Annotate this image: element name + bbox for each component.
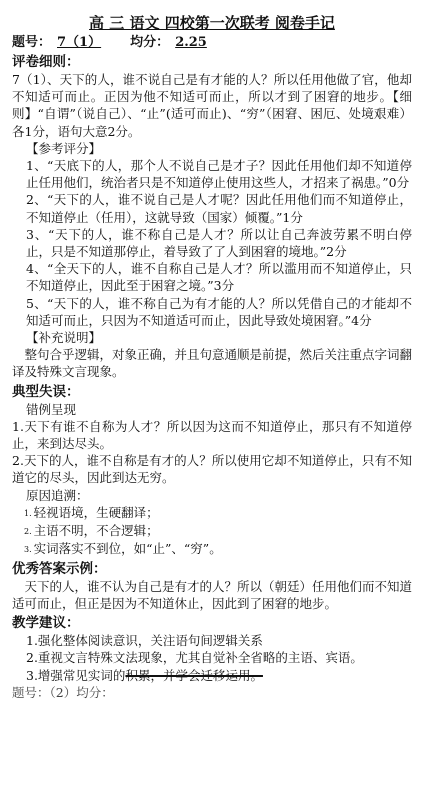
cutoff-line: 题号：（2）均分： xyxy=(12,684,114,700)
average-value: 2.25 xyxy=(175,35,207,50)
reference-item: 4、“全天下的人，谁不自称自己是人才？所以滥用而不知道停止，只不知道停止，因此至于困窘之境。”3分 xyxy=(26,261,412,294)
cause-item: 3. 实词落实不到位，如“止”、“穷”。 xyxy=(24,540,222,556)
supplement-heading: 【补充说明】 xyxy=(26,330,102,346)
question-label: 题号： xyxy=(12,35,52,50)
page-title: 高 三 语文 四校第一次联考 阅卷手记 xyxy=(89,14,335,32)
suggestion-item: 1.强化整体阅读意识，关注语句间逻辑关系 xyxy=(26,633,263,649)
cause-item: 2. 主语不明，不合逻辑； xyxy=(24,522,159,538)
meta-row xyxy=(12,34,412,51)
scoring-detail-text: 7（1）、天下的人，谁不说自己是有才能的人？所以任用他做了官，他却不知适可而止。正因为他不知适可而止，所以才到了困窘的地步。【细则】“自谓”（说自己）、“止”(适可而止)、“穷”（困窘、困厄、处境艰难）各1分，语句大意2分。 xyxy=(12,72,412,139)
suggestion-item: 3.增强常见实词的积累，并学会迁移运用。 xyxy=(26,667,263,683)
reference-item: 1、“天底下的人，那个人不说自己是才子？因此任用他们却不知道停止任用他们，统治者只是不知道停止使用这些人，才招来了祸患。”0分 xyxy=(26,158,412,191)
cause-item: 1. 轻视语境，生硬翻译； xyxy=(24,504,159,520)
reference-item: 3、“天下的人，谁不称自己是人才？所以让自己奔波劳累不明白停止，只是不知道那停止，着导致了了人到困窘的境地。”2分 xyxy=(26,226,412,260)
error-example: 2.天下的人，谁不自称是有才的人？所以使用它却不知道停止，只有不知道它的尽头，因此到达无穷。 xyxy=(12,453,412,486)
suggestions-heading: 教学建议： xyxy=(12,615,80,632)
reference-item: 5、“天下的人，谁不称自己为有才能的人？所以凭借自己的才能却不知适可而止，只因为不知道适可而止，因此导致处境困窘。”4分 xyxy=(26,295,412,328)
excellent-text: 天下的人，谁不认为自己是有才的人？所以（朝廷）任用他们而不知道适可而止，但正是因为不知道休止，因此到了困窘的地步。 xyxy=(12,578,413,612)
reference-item: 2、“天下的人，谁不说自己是人才呢？因此任用他们而不知道停止，不知道停止（任用），这就导致（国家）倾覆。”1分 xyxy=(26,192,412,225)
error-examples-label: 错例呈现 xyxy=(26,401,77,417)
struck-text: 积累，并学会迁移运用。 xyxy=(125,667,263,683)
error-example: 1.天下有谁不自称为人才？所以因为这而不知道停止，那只有不知道停止，来到达尽头。 xyxy=(12,418,412,452)
question-value: 7（1） xyxy=(57,35,102,50)
typical-errors-heading: 典型失误： xyxy=(12,383,80,400)
suggestion-item: 2.重视文言特殊文法现象，尤其自觉补全省略的主语、宾语。 xyxy=(26,650,363,666)
average-label: 均分： xyxy=(130,35,170,50)
scoring-detail-heading: 评卷细则： xyxy=(12,54,80,70)
causes-label: 原因追溯： xyxy=(26,487,89,503)
supplement-text: 整句合乎逻辑，对象正确，并且句意通顺是前提，然后关注重点字词翻译及特殊文言现象。 xyxy=(12,347,413,380)
reference-heading: 【参考评分】 xyxy=(26,140,102,156)
excellent-heading: 优秀答案示例： xyxy=(12,560,107,577)
